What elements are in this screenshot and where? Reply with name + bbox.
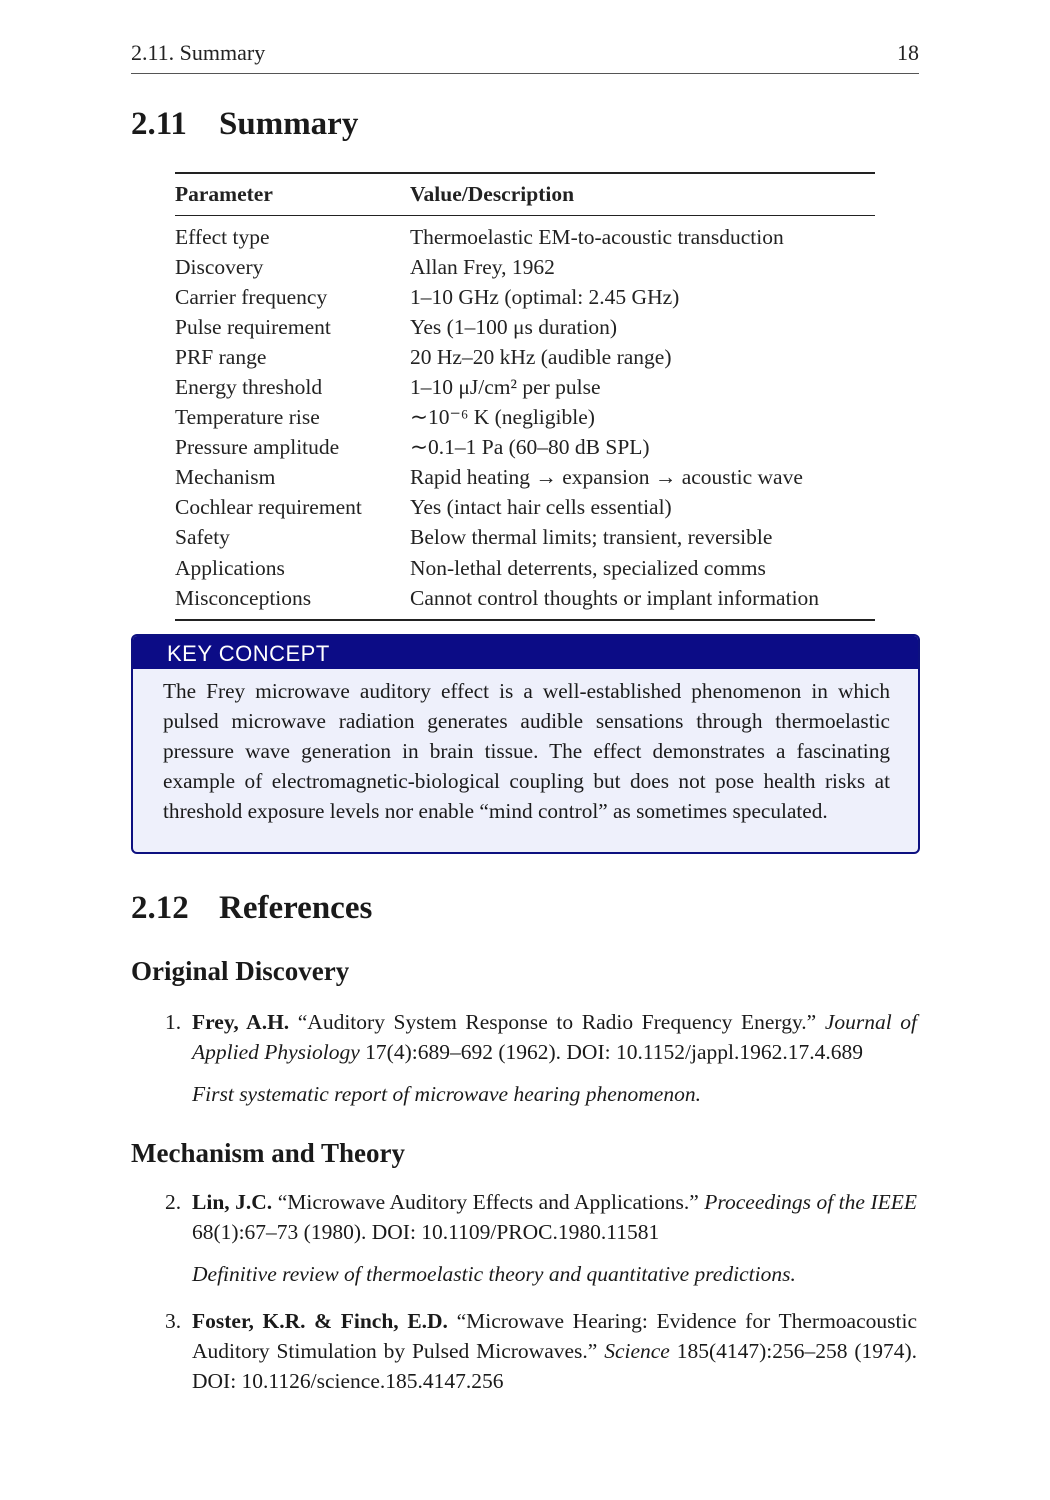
column-header-value: Value/Description	[410, 173, 875, 216]
key-concept-text: The Frey microwave auditory effect is a well-established phenomenon in which pulsed microwave radiation generates audible sensations through thermoelastic pressure wave generation in brain tissue. The effect demonstrates a fascinating example of electromagnetic-biological coupling but does not pose health risks at threshold exposure levels nor enable “mind control” as sometimes speculated.	[163, 679, 890, 823]
parameter-cell: Discovery	[175, 254, 264, 279]
table-row	[175, 216, 875, 253]
reference-1	[165, 1007, 917, 1109]
reference-journal: Science	[604, 1339, 670, 1363]
key-concept-title: KEY CONCEPT	[133, 636, 918, 669]
running-head-section: 2.11. Summary	[131, 40, 266, 65]
parameter-cell: Applications	[175, 555, 285, 580]
value-cell: 1–10 GHz (optimal: 2.45 GHz)	[410, 284, 680, 309]
column-header-parameter: Parameter	[175, 173, 410, 216]
reference-authors: Foster, K.R. & Finch, E.D.	[192, 1309, 448, 1333]
reference-citation	[192, 1007, 917, 1067]
reference-journal: Journal of Applied Physiology	[192, 1010, 918, 1064]
summary-section-title	[131, 106, 358, 143]
subsection-original-discovery: Original Discovery	[131, 956, 350, 986]
reference-2	[165, 1187, 917, 1289]
reference-note: Definitive review of thermoelastic theory and quantitative predictions.	[192, 1262, 796, 1286]
subsection-mechanism-theory: Mechanism and Theory	[131, 1138, 406, 1168]
page-number: 18	[897, 40, 919, 65]
table-body	[175, 216, 875, 621]
value-cell: 1–10 μJ/cm² per pulse	[410, 375, 601, 400]
section-number: 2.12	[131, 890, 189, 926]
parameter-cell: Pulse requirement	[175, 314, 331, 339]
value-cell: Thermoelastic EM-to-acoustic transduction	[410, 224, 784, 249]
parameter-cell: Safety	[175, 525, 230, 550]
table-row	[175, 282, 875, 312]
reference-authors: Frey, A.H.	[192, 1010, 290, 1034]
reference-journal: Proceedings of the IEEE	[704, 1190, 918, 1214]
references-section-title	[131, 890, 372, 927]
parameter-cell: Cochlear requirement	[175, 495, 362, 520]
parameter-cell: PRF range	[175, 344, 267, 369]
reference-title: “Microwave Auditory Effects and Applications.”	[277, 1190, 699, 1214]
reference-3	[165, 1306, 917, 1396]
table-row	[175, 342, 875, 372]
parameter-cell: Temperature rise	[175, 405, 320, 430]
reference-details: 68(1):67–73 (1980). DOI: 10.1109/PROC.1980.11581	[192, 1220, 660, 1244]
table-row	[175, 523, 875, 553]
section-number: 2.11	[131, 106, 187, 142]
value-cell: Below thermal limits; transient, reversible	[410, 525, 773, 550]
table-row	[175, 252, 875, 282]
reference-number: 2.	[165, 1190, 182, 1214]
table-row	[175, 463, 875, 493]
parameter-cell: Pressure amplitude	[175, 435, 340, 460]
reference-title: “Microwave Hearing: Evidence for Thermoacoustic Auditory Stimulation by Pulsed Microwaves.”	[192, 1309, 917, 1363]
parameter-cell: Carrier frequency	[175, 284, 328, 309]
reference-note: First systematic report of microwave hearing phenomenon.	[192, 1082, 701, 1106]
value-cell: Rapid heating → expansion → acoustic wave	[410, 465, 803, 490]
header-rule	[131, 73, 919, 74]
table-row	[175, 493, 875, 523]
reference-number: 3.	[165, 1309, 182, 1333]
value-cell: Non-lethal deterrents, specialized comms	[410, 555, 766, 580]
reference-citation	[192, 1187, 917, 1247]
reference-title: “Auditory System Response to Radio Frequency Energy.”	[297, 1010, 817, 1034]
parameter-cell: Energy threshold	[175, 375, 323, 400]
value-cell: Cannot control thoughts or implant information	[410, 585, 820, 610]
reference-details: 17(4):689–692 (1962). DOI: 10.1152/jappl.1962.17.4.689	[365, 1040, 863, 1064]
reference-details: 185(4147):256–258 (1974). DOI: 10.1126/science.185.4147.256	[192, 1339, 918, 1393]
value-cell: 20 Hz–20 kHz (audible range)	[410, 344, 672, 369]
table-row	[175, 553, 875, 583]
value-cell: Yes (intact hair cells essential)	[410, 495, 672, 520]
parameter-cell: Mechanism	[175, 465, 276, 490]
reference-citation	[192, 1306, 917, 1396]
section-title: Summary	[219, 106, 359, 142]
value-cell: Allan Frey, 1962	[410, 254, 555, 279]
parameter-cell: Misconceptions	[175, 585, 312, 610]
running-head	[131, 40, 919, 66]
section-title: References	[219, 890, 373, 926]
parameter-cell: Effect type	[175, 224, 270, 249]
key-concept-box	[131, 634, 920, 854]
table-row	[175, 312, 875, 342]
table-row	[175, 403, 875, 433]
value-cell: Yes (1–100 μs duration)	[410, 314, 618, 339]
table-header-row	[175, 173, 875, 216]
table-row	[175, 433, 875, 463]
table-row	[175, 583, 875, 620]
summary-table	[175, 172, 875, 621]
value-cell: ∼0.1–1 Pa (60–80 dB SPL)	[410, 435, 650, 460]
value-cell: ∼10⁻⁶ K (negligible)	[410, 405, 595, 430]
reference-number: 1.	[165, 1010, 182, 1034]
reference-authors: Lin, J.C.	[192, 1190, 273, 1214]
table-row	[175, 372, 875, 402]
